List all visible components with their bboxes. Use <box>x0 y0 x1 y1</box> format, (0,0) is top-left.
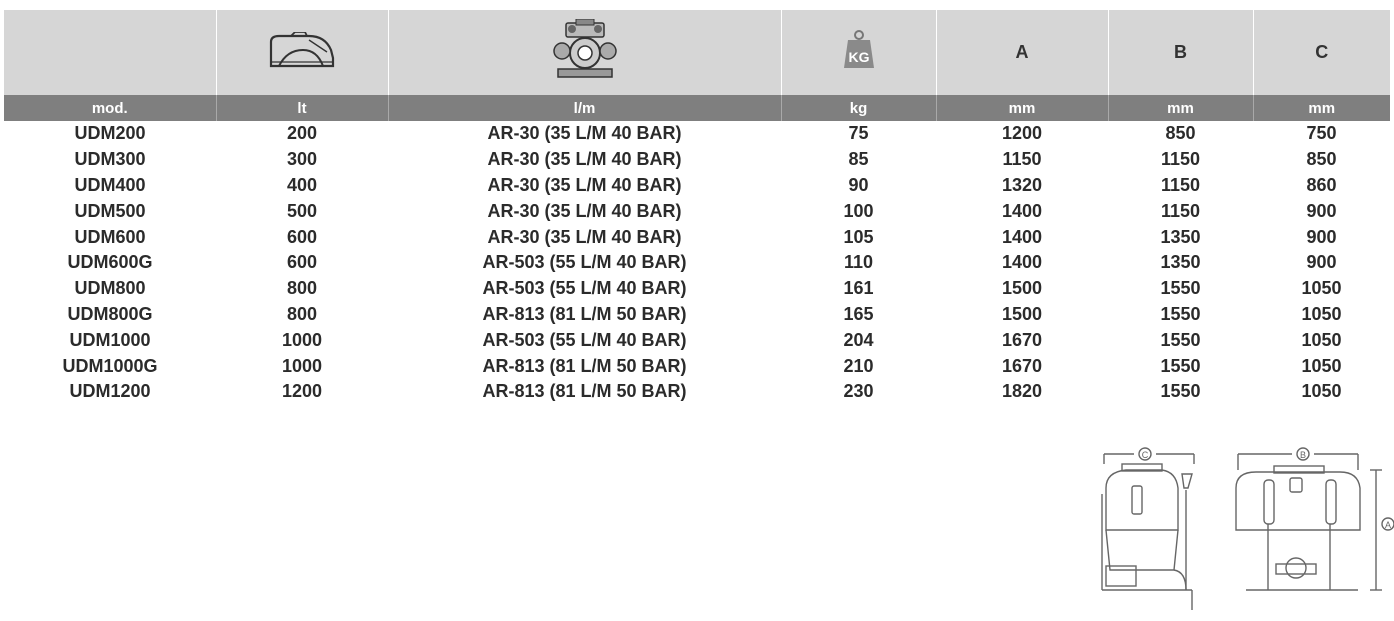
cell-weight: 230 <box>843 381 874 402</box>
cell-dim-a: 1400 <box>1001 200 1043 221</box>
cell-capacity: 1200 <box>281 381 323 402</box>
cell-pump: AR-813 (81 L/M 50 BAR) <box>482 303 687 324</box>
cell-dim-a: 1400 <box>1001 252 1043 273</box>
cell-model: UDM1000 <box>69 329 151 350</box>
header-cell-pump <box>388 10 781 95</box>
cell-dim-c: 900 <box>1306 200 1337 221</box>
cell-dim-a: 1820 <box>1001 381 1043 402</box>
header-cell-tank <box>216 10 388 95</box>
table-row <box>4 327 1390 353</box>
cell-weight: 100 <box>843 200 874 221</box>
cell-capacity: 300 <box>286 149 318 170</box>
cell-weight: 85 <box>848 149 869 170</box>
cell-pump: AR-30 (35 L/M 40 BAR) <box>487 200 682 221</box>
cell-dim-c: 850 <box>1306 149 1337 170</box>
unit-a: mm <box>936 95 1108 121</box>
table-row <box>4 250 1390 276</box>
cell-dim-a: 1150 <box>1002 149 1042 170</box>
header-dim-c: C <box>1253 10 1390 95</box>
unit-pump: l/m <box>388 95 781 121</box>
cell-dim-c: 1050 <box>1301 303 1342 324</box>
cell-dim-b: 1150 <box>1160 200 1201 221</box>
cell-model: UDM600 <box>74 226 146 247</box>
cell-weight: 210 <box>843 355 874 376</box>
cell-dim-c: 1050 <box>1301 381 1342 402</box>
cell-capacity: 800 <box>286 303 318 324</box>
cell-pump: AR-503 (55 L/M 40 BAR) <box>482 329 687 350</box>
cell-weight: 105 <box>843 226 874 247</box>
unit-b: mm <box>1108 95 1253 121</box>
cell-pump: AR-30 (35 L/M 40 BAR) <box>487 123 682 144</box>
cell-dim-c: 900 <box>1306 252 1337 273</box>
table-row <box>4 379 1390 405</box>
header-cell-empty <box>4 10 216 95</box>
table-row <box>4 302 1390 328</box>
cell-weight: 165 <box>843 303 874 324</box>
unit-weight: kg <box>781 95 936 121</box>
cell-pump: AR-30 (35 L/M 40 BAR) <box>487 226 682 247</box>
cell-capacity: 600 <box>286 226 318 247</box>
header-cell-weight <box>781 10 936 95</box>
cell-pump: AR-30 (35 L/M 40 BAR) <box>487 174 682 195</box>
cell-capacity: 600 <box>286 252 318 273</box>
cell-dim-c: 1050 <box>1301 329 1342 350</box>
cell-weight: 75 <box>848 123 869 144</box>
cell-capacity: 200 <box>286 123 318 144</box>
svg-text:B: B <box>1299 450 1307 460</box>
cell-dim-b: 1150 <box>1160 149 1201 170</box>
cell-dim-a: 1500 <box>1001 278 1043 299</box>
cell-dim-b: 1550 <box>1160 278 1201 299</box>
cell-dim-b: 1550 <box>1160 355 1201 376</box>
svg-text:A: A <box>1384 520 1392 530</box>
cell-model: UDM400 <box>74 174 146 195</box>
table-row <box>4 198 1390 224</box>
cell-dim-b: 1550 <box>1160 303 1201 324</box>
cell-dim-a: 1400 <box>1001 226 1043 247</box>
cell-pump: AR-813 (81 L/M 50 BAR) <box>482 381 687 402</box>
cell-dim-b: 1350 <box>1160 252 1201 273</box>
cell-dim-c: 750 <box>1306 123 1337 144</box>
tank-icon <box>269 32 335 73</box>
cell-weight: 90 <box>848 174 869 195</box>
cell-dim-a: 1500 <box>1001 303 1043 324</box>
cell-weight: 161 <box>843 278 874 299</box>
header-dim-a: A <box>936 10 1108 95</box>
spec-table <box>4 10 1390 405</box>
table-row <box>4 121 1390 147</box>
cell-dim-c: 900 <box>1306 226 1337 247</box>
cell-dim-b: 1350 <box>1160 226 1201 247</box>
cell-model: UDM300 <box>74 149 146 170</box>
cell-capacity: 800 <box>286 278 318 299</box>
cell-model: UDM1200 <box>69 381 151 402</box>
cell-dim-a: 1670 <box>1001 355 1043 376</box>
cell-model: UDM1000G <box>62 355 158 376</box>
table-row <box>4 173 1390 199</box>
cell-model: UDM200 <box>74 123 146 144</box>
cell-weight: 110 <box>843 252 874 273</box>
cell-pump: AR-30 (35 L/M 40 BAR) <box>487 149 682 170</box>
icon-header-row <box>4 10 1390 95</box>
table-row <box>4 224 1390 250</box>
cell-model: UDM500 <box>74 200 146 221</box>
cell-pump: AR-813 (81 L/M 50 BAR) <box>482 355 687 376</box>
cell-dim-a: 1670 <box>1001 329 1043 350</box>
svg-text:KG: KG <box>848 49 869 65</box>
pump-icon <box>552 19 618 86</box>
cell-capacity: 400 <box>286 174 318 195</box>
cell-dim-c: 1050 <box>1301 278 1342 299</box>
table-body <box>4 121 1390 405</box>
cell-capacity: 1000 <box>281 329 323 350</box>
unit-c: mm <box>1253 95 1390 121</box>
unit-header-row <box>4 95 1390 121</box>
cell-model: UDM800 <box>74 278 146 299</box>
table-row <box>4 147 1390 173</box>
cell-pump: AR-503 (55 L/M 40 BAR) <box>482 252 687 273</box>
cell-capacity: 1000 <box>281 355 323 376</box>
cell-dim-c: 860 <box>1306 174 1337 195</box>
header-dim-b: B <box>1108 10 1253 95</box>
table-row <box>4 276 1390 302</box>
sprayer-side-view-drawing <box>1096 440 1394 616</box>
weight-kg-icon <box>843 30 875 75</box>
cell-dim-a: 1200 <box>1001 123 1043 144</box>
cell-pump: AR-503 (55 L/M 40 BAR) <box>482 278 687 299</box>
cell-dim-b: 1550 <box>1160 381 1201 402</box>
unit-model: mod. <box>4 95 216 121</box>
cell-weight: 204 <box>843 329 874 350</box>
cell-model: UDM600G <box>67 252 153 273</box>
dimension-drawings <box>1096 440 1394 616</box>
svg-text:C: C <box>1141 450 1149 460</box>
cell-model: UDM800G <box>67 303 153 324</box>
cell-dim-a: 1320 <box>1001 174 1043 195</box>
cell-dim-b: 1150 <box>1160 174 1201 195</box>
cell-dim-c: 1050 <box>1301 355 1342 376</box>
cell-dim-b: 1550 <box>1160 329 1201 350</box>
cell-dim-b: 850 <box>1165 123 1196 144</box>
cell-capacity: 500 <box>286 200 318 221</box>
unit-capacity: lt <box>216 95 388 121</box>
table-row <box>4 353 1390 379</box>
